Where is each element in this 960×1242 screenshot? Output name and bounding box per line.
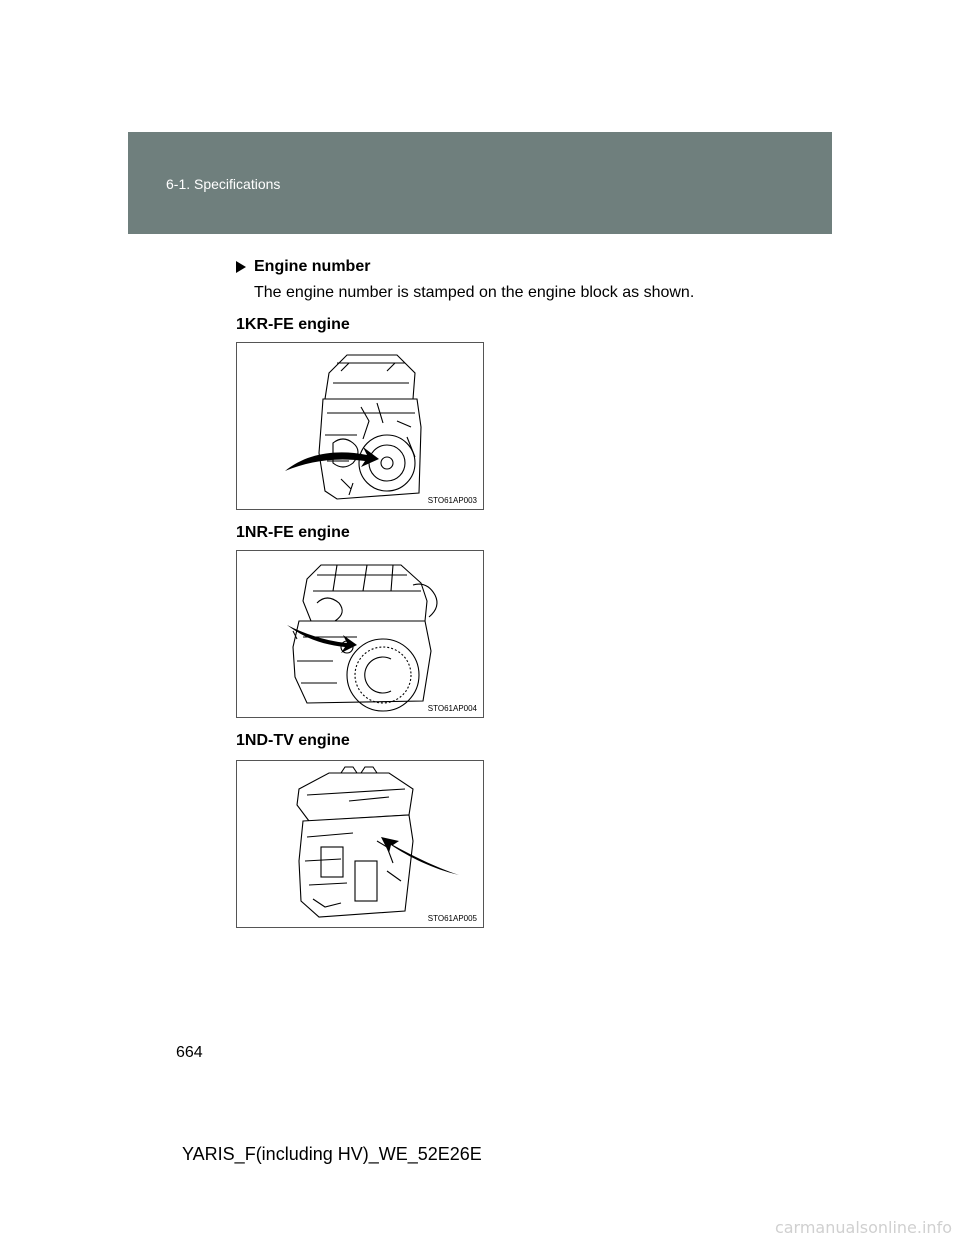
section-heading xyxy=(236,258,370,276)
section-heading-text: Engine number xyxy=(254,258,371,275)
engine-illustration-1kr-fe xyxy=(237,343,483,509)
engine-label-1nr-fe: 1NR-FE engine xyxy=(236,524,350,541)
engine-figure-1nr-fe xyxy=(236,550,484,718)
engine-illustration-1nr-fe xyxy=(237,551,483,717)
engine-figure-1kr-fe xyxy=(236,342,484,510)
document-id: YARIS_F(including HV)_WE_52E26E xyxy=(182,1144,482,1164)
engine-illustration-1nd-tv xyxy=(237,761,483,927)
figure-code-2: STO61AP004 xyxy=(427,704,477,713)
header-band xyxy=(128,132,832,234)
triangle-bullet-icon xyxy=(236,261,246,273)
engine-label-1kr-fe: 1KR-FE engine xyxy=(236,316,350,333)
section-breadcrumb: 6-1. Specifications xyxy=(166,176,281,192)
intro-text: The engine number is stamped on the engine block as shown. xyxy=(254,284,695,301)
engine-label-1nd-tv: 1ND-TV engine xyxy=(236,732,350,749)
figure-code-3: STO61AP005 xyxy=(427,914,477,923)
engine-figure-1nd-tv xyxy=(236,760,484,928)
watermark: carmanualsonline.info xyxy=(774,1218,952,1237)
figure-code-1: STO61AP003 xyxy=(427,496,477,505)
page-number: 664 xyxy=(176,1044,203,1061)
